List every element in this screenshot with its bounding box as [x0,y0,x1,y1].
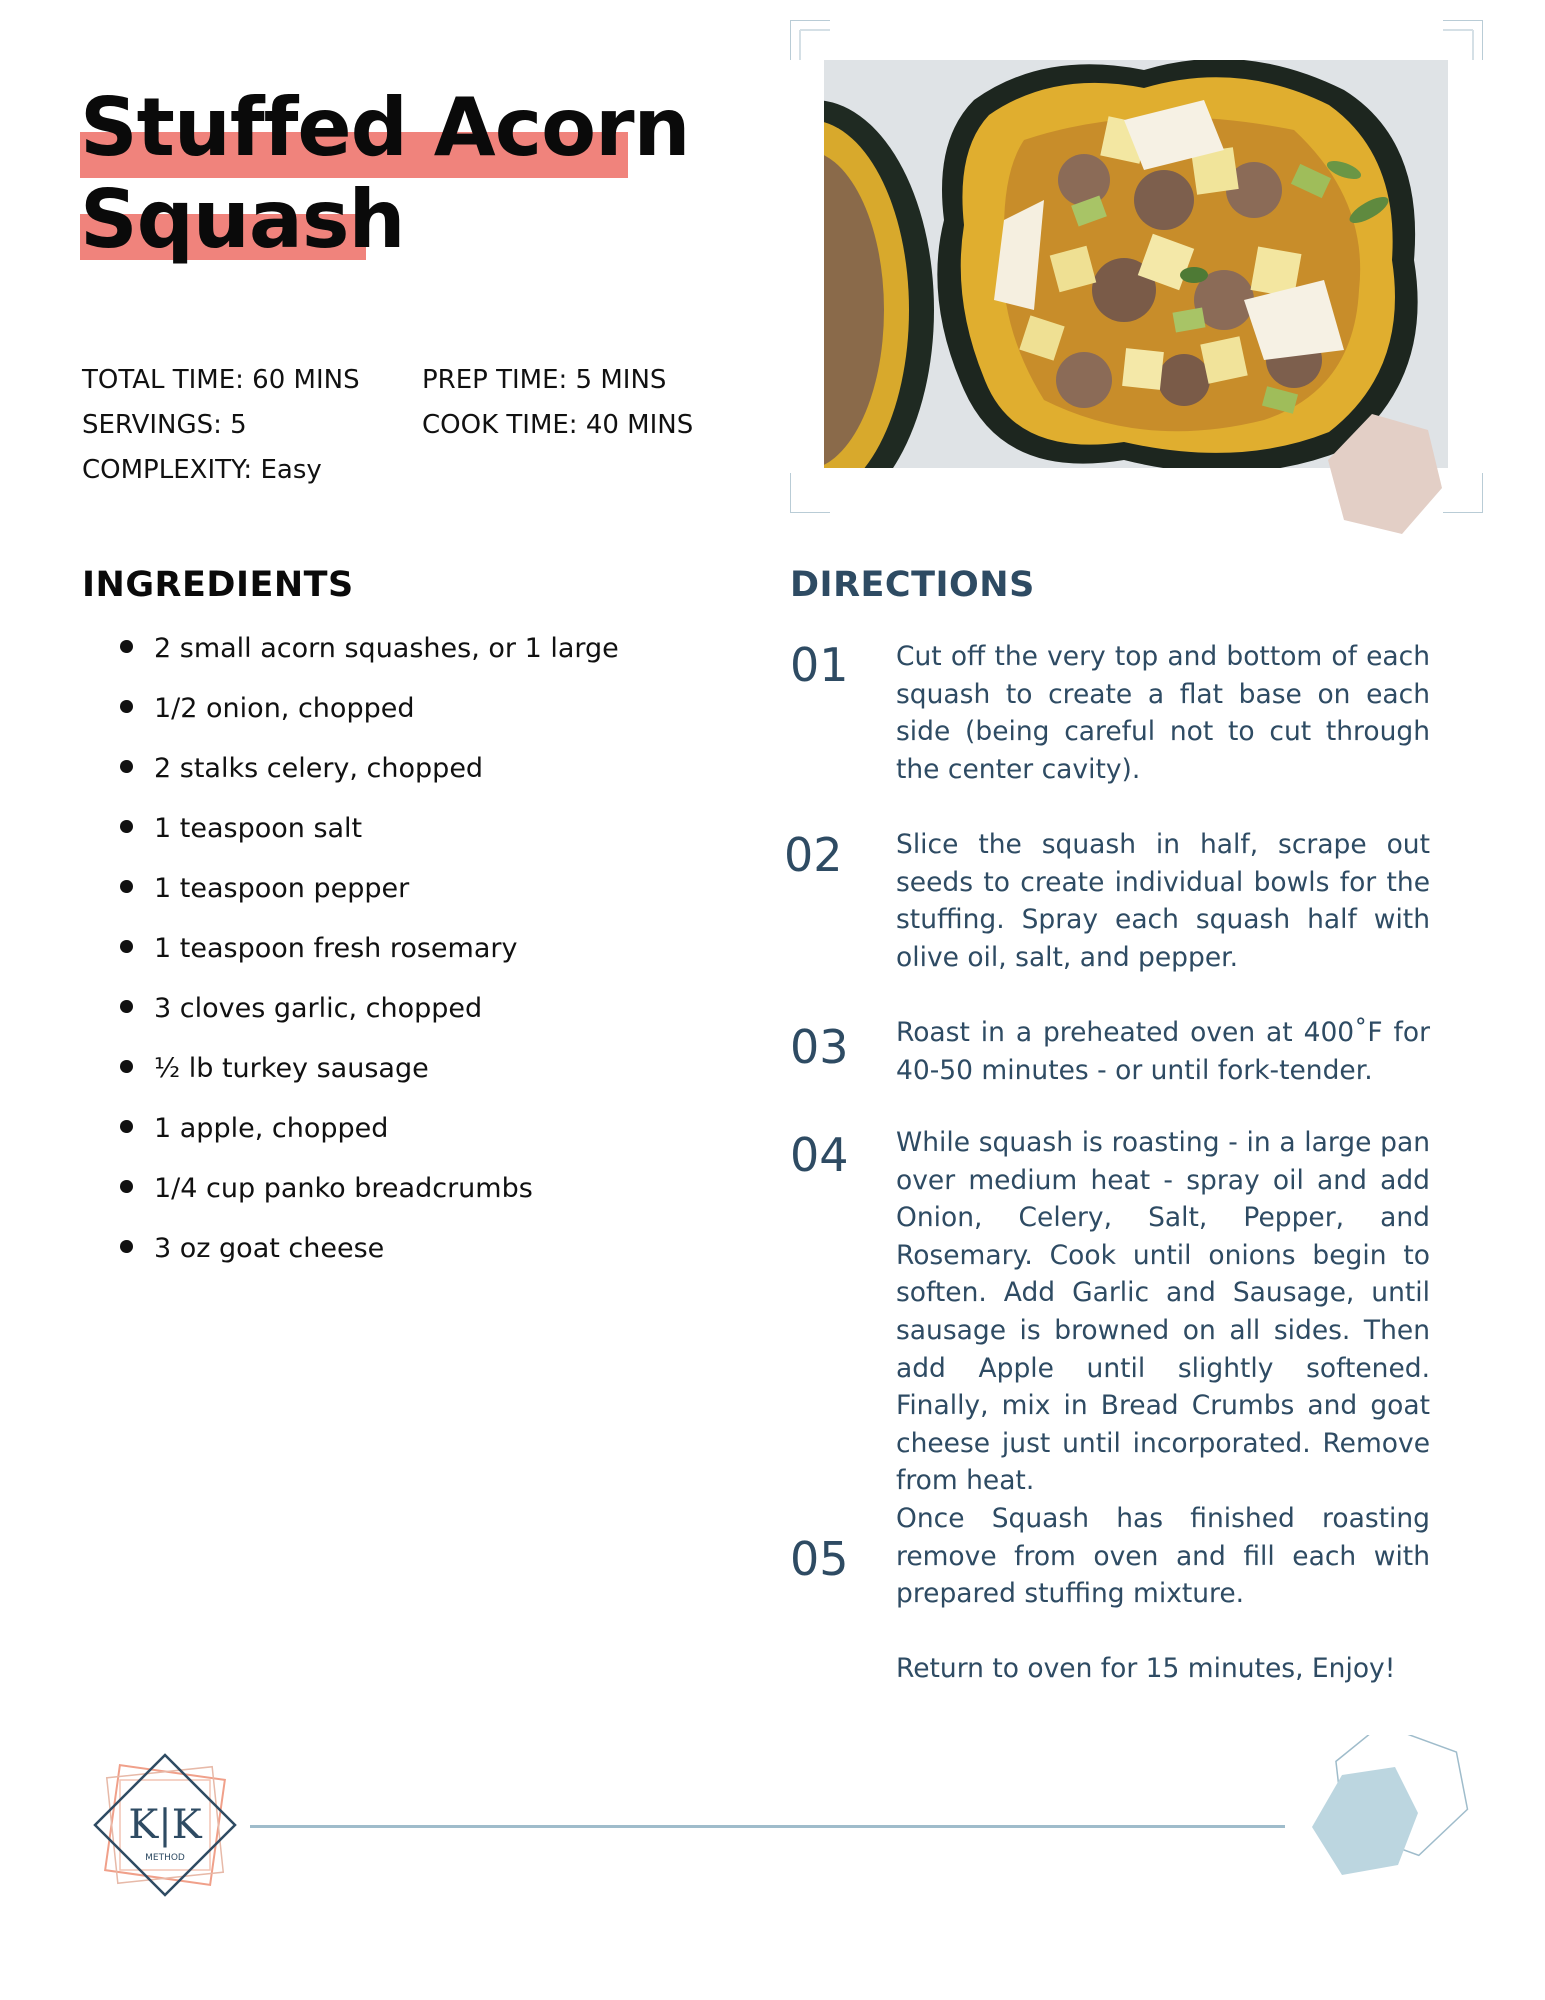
bullet-icon [120,820,133,833]
list-item: 2 small acorn squashes, or 1 large [120,628,619,688]
prep-time: PREP TIME: 5 MINS [422,365,667,395]
bullet-icon [120,940,133,953]
bullet-icon [120,1180,133,1193]
kk-method-logo [90,1750,240,1900]
list-item: 2 stalks celery, chopped [120,748,619,808]
step-text: Roast in a preheated oven at 400˚F for 40-50 minutes - or until fork-tender. [896,1017,1430,1086]
step-number: 05 [790,1532,849,1586]
recipe-photo [824,60,1448,468]
servings: SERVINGS: 5 [82,410,247,440]
step-text: Cut off the very top and bottom of each squash to create a flat base on each side (being careful not to cut through the center cavity). [896,641,1430,785]
ingredients-list [120,628,619,1288]
recipe-meta [82,358,693,493]
step-text: While squash is roasting - in a large pan over medium heat - spray oil and add Onion, Celery, Salt, Pepper, and Rosemary. Cook until onions begin to soften. Add Garlic and Sausage, until sausage is browned on all sides. Then add Apple until slightly softened. Finally, mix in Bread Crumbs and goat cheese just until incorporated. Remove from heat. [896,1127,1430,1497]
step-number: 04 [790,1128,849,1182]
step-number: 01 [790,638,849,692]
decorative-hexagons [1290,1735,1490,1910]
recipe-title [80,82,700,266]
directions-heading: DIRECTIONS [790,565,1035,605]
bullet-icon [120,1120,133,1133]
title-line-1 [80,82,700,174]
footer-divider [250,1825,1285,1828]
list-item: 3 oz goat cheese [120,1228,619,1288]
list-item: 1 teaspoon fresh rosemary [120,928,619,988]
bullet-icon [120,1060,133,1073]
title-text-2: Squash [80,173,405,266]
list-item: 1 apple, chopped [120,1108,619,1168]
logo-caption: METHOD [145,1853,185,1863]
decorative-hexagon-beige [1310,408,1450,548]
complexity: COMPLEXITY: Easy [82,455,322,485]
list-item: 1/4 cup panko breadcrumbs [120,1168,619,1228]
step-text: Slice the squash in half, scrape out seeds to create individual bowls for the stuffing. Spray each squash half with olive oil, salt, and pepper. [896,829,1430,973]
cook-time: COOK TIME: 40 MINS [422,410,694,440]
step-number: 03 [790,1020,849,1074]
bullet-icon [120,1240,133,1253]
bullet-icon [120,640,133,653]
bullet-icon [120,760,133,773]
stuffed-squash-image [824,60,1448,468]
ingredients-heading: INGREDIENTS [82,565,354,605]
bullet-icon [120,1000,133,1013]
title-text-1: Stuffed Acorn [80,81,690,174]
step-text: Once Squash has finished roasting remove from oven and fill each with prepared stuffing mixture. Return to oven for 15 minutes, Enjoy! [896,1503,1430,1684]
total-time: TOTAL TIME: 60 MINS [82,365,360,395]
bullet-icon [120,700,133,713]
list-item: 1 teaspoon salt [120,808,619,868]
list-item: 3 cloves garlic, chopped [120,988,619,1048]
list-item: ½ lb turkey sausage [120,1048,619,1108]
title-line-2 [80,174,700,266]
bullet-icon [120,880,133,893]
logo-letters: K|K [128,1802,202,1848]
step-number: 02 [784,828,843,882]
list-item: 1 teaspoon pepper [120,868,619,928]
list-item: 1/2 onion, chopped [120,688,619,748]
